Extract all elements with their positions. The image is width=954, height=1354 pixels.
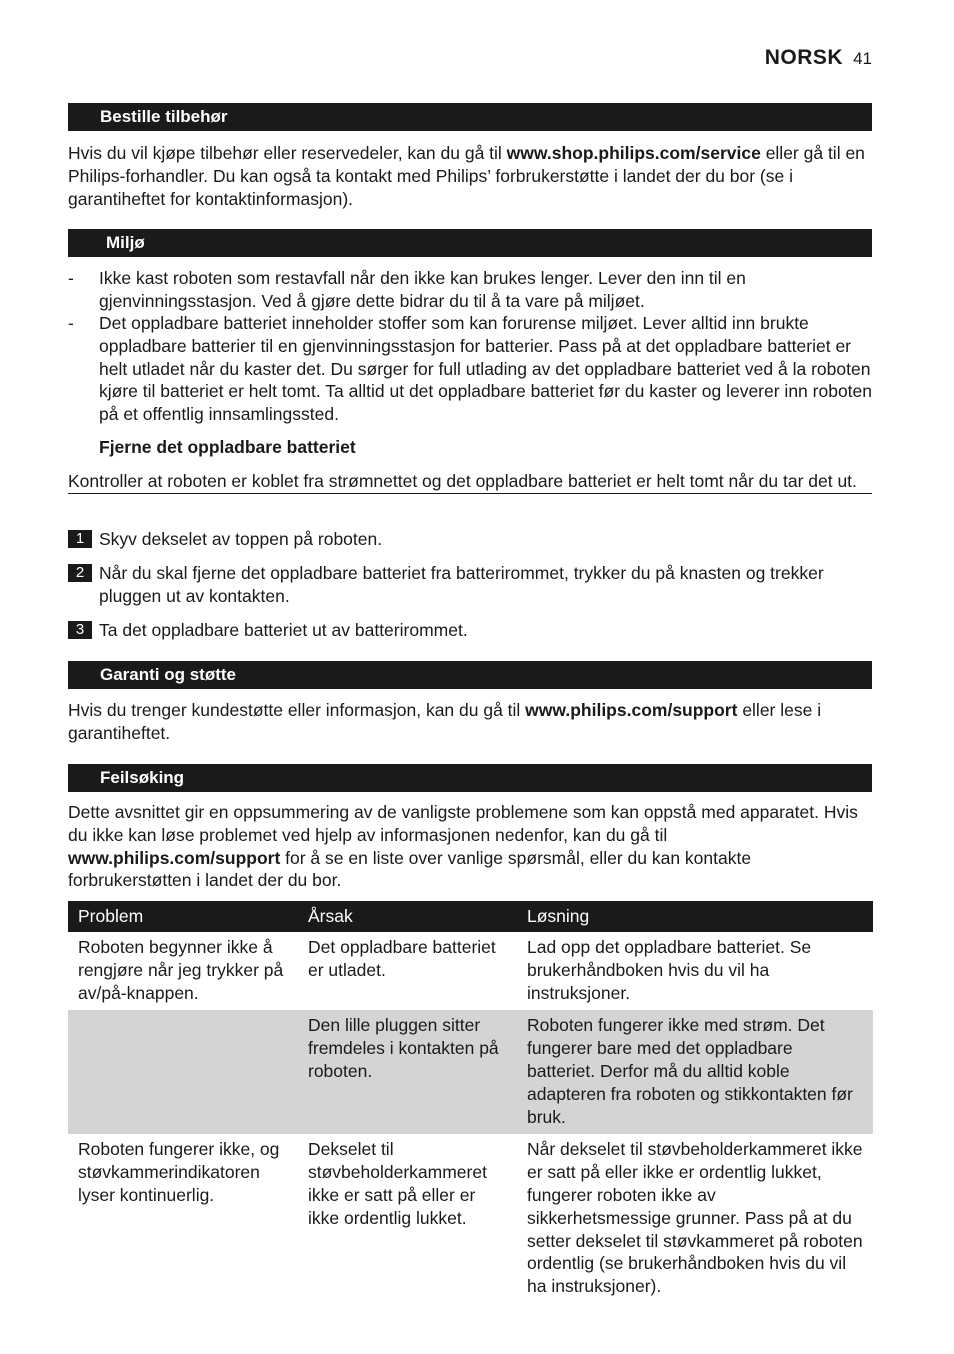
column-header-solution: Løsning: [517, 901, 873, 932]
section-heading-accessories: Bestille tilbehør: [68, 103, 872, 131]
problem-cell: Roboten begynner ikke å rengjøre når jeg trykker på av/på-knappen.: [78, 937, 284, 1003]
guarantee-paragraph: Hvis du trenger kundestøtte eller informasjon, kan du gå til www.philips.com/support eller lese i garantiheftet.: [68, 700, 822, 743]
cause-cell: Det oppladbare batteriet er utladet.: [308, 937, 496, 980]
column-header-problem: Problem: [68, 901, 298, 932]
table-row: [68, 932, 873, 1010]
troubleshooting-table: [68, 901, 873, 1304]
shop-link[interactable]: www.shop.philips.com/service: [506, 143, 761, 163]
table-row: [68, 1010, 873, 1134]
section-heading-environment: Miljø: [68, 229, 872, 257]
cause-cell: Den lille pluggen sitter fremdeles i kontakten på roboten.: [298, 1010, 517, 1134]
manual-page: NORSK 41 Bestille tilbehør Hvis du vil kjøpe tilbehør eller reservedeler, kan du gå til www.shop.philips.com/service eller gå til en Philips-forhandler. Du kan også ta kontakt med Philips’ forbrukerstøtte i landet der du bor (se i garantiheftet for kontaktinformasjon). Miljø - Ikke kast roboten som restavfall når den ikke kan brukes lenger. Lever den inn til en gjenvinningsstasjon. Ved å gjøre dette bidrar du til å ta vare på miljøet. - Det oppladbare batteriet inneholder stoffer som kan forurense miljøet. Lever alltid inn brukte oppladbare batterier til en gjenvinningsstasjon for batterier. Pass på at det oppladbare batteriet er helt utladet når du kaster det. Du sørger for full utlading av det oppladbare batteriet ved å la roboten kjøre til batteriet er helt tomt. Ta alltid ut det oppladbare batteriet før du kaster og leverer inn roboten på et offentlig innsamlingssted. Fjerne det oppladbare batteriet Kontroller at roboten er koblet fra strømnettet og det oppladbare batteriet er helt tomt når du tar det ut. 1 Skyv dekselet av toppen på roboten. 2 Når du skal fjerne det oppladbare batteriet fra batterirommet, trykker du på knasten og trekker pluggen ut av kontakten. 3 Ta det oppladbare batteriet ut av batterirommet. Garanti og støtte Hvis du trenger kundestøtte eller informasjon, kan du gå til www.philips.com/support eller lese i garantiheftet. Feilsøking Dette avsnittet gir en oppsummering av de vanligste problemene som kan oppstå med apparatet. Hvis du ikke kan løse problemet ved hjelp av informasjonen nedenfor, kan du gå til www.philips.com/support for å se en liste over vanlige spørsmål, eller du kan kontakte forbrukerstøtten i landet der du bor. Problem Årsak Løsning Roboten begynner ikke å rengjøre når jeg trykker på av/på-knappen. Det oppladbare batteriet er utladet. Lad opp det oppladbare batteriet. Se brukerhåndboken hvis du vil ha instruksjoner. Den lille pluggen sitter fremdeles i kontakten på roboten. Roboten fungerer ikke med strøm. Det fungerer bare med det oppladbare batteriet. Derfor må du alltid koble adapteren fra roboten og stikkontakten før bruk. Roboten fungerer ikke, og støvkammerindikatoren lyser kontinuerlig. Dekselet til støvbeholderkammeret ikke er satt på eller er ikke ordentlig lukket. Når dekselet til støvbeholderkammeret ikke er satt på eller ikke er ordentlig lukket, fungerer roboten ikke av sikkerhetsmessige grunner. Pass på at du setter dekselet til støvkammeret på roboten ordentlig (se brukerhåndboken hvis du vil ha instruksjoner).: [0, 0, 954, 1354]
table-row: [68, 1134, 873, 1304]
language-label: NORSK: [764, 46, 844, 69]
battery-removal-subheading: Fjerne det oppladbare batteriet: [99, 437, 356, 457]
problem-cell: [68, 1010, 298, 1134]
column-header-cause: Årsak: [298, 901, 517, 932]
support-link[interactable]: www.philips.com/support: [525, 700, 738, 720]
troubleshooting-paragraph: Dette avsnittet gir en oppsummering av de vanligste problemene som kan oppstå med apparatet. Hvis du ikke kan løse problemet ved hjelp av informasjonen nedenfor, kan du gå til www.philips.com/support for å se en liste over vanlige spørsmål, eller du kan kontakte forbrukerstøtten i landet der du bor.: [68, 802, 858, 891]
page-number: 41: [853, 49, 872, 68]
problem-cell: Roboten fungerer ikke, og støvkammerindikatoren lyser kontinuerlig.: [78, 1139, 280, 1205]
warning-note: Kontroller at roboten er koblet fra strømnettet og det oppladbare batteriet er helt tomt når du tar det ut.: [68, 470, 872, 494]
step-number: 2: [68, 564, 92, 582]
support-link[interactable]: www.philips.com/support: [68, 847, 281, 868]
solution-cell: Roboten fungerer ikke med strøm. Det fungerer bare med det oppladbare batteriet. Derfor må du alltid koble adapteren fra roboten og stikkontakten før bruk.: [517, 1010, 873, 1134]
table-header-row: [68, 901, 873, 932]
page-header: [765, 46, 872, 70]
section-heading-guarantee: Garanti og støtte: [68, 661, 872, 689]
accessories-paragraph: Hvis du vil kjøpe tilbehør eller reservedeler, kan du gå til www.shop.philips.com/service eller gå til en Philips-forhandler. Du kan også ta kontakt med Philips’ forbrukerstøtte i landet der du bor (se i garantiheftet for kontaktinformasjon).: [68, 143, 865, 209]
cause-cell: Dekselet til støvbeholderkammeret ikke er satt på eller er ikke ordentlig lukket.: [308, 1139, 487, 1228]
solution-cell: Lad opp det oppladbare batteriet. Se brukerhåndboken hvis du vil ha instruksjoner.: [527, 937, 812, 1003]
solution-cell: Når dekselet til støvbeholderkammeret ikke er satt på eller ikke er ordentlig lukket, fungerer roboten ikke av sikkerhetsmessige grunner. Pass på at du setter dekselet til støvkammeret på roboten ordentlig (se brukerhåndboken hvis du vil ha instruksjoner).: [527, 1139, 863, 1297]
section-heading-troubleshooting: Feilsøking: [68, 764, 872, 792]
step-number: 3: [68, 621, 92, 639]
step-number: 1: [68, 530, 92, 548]
